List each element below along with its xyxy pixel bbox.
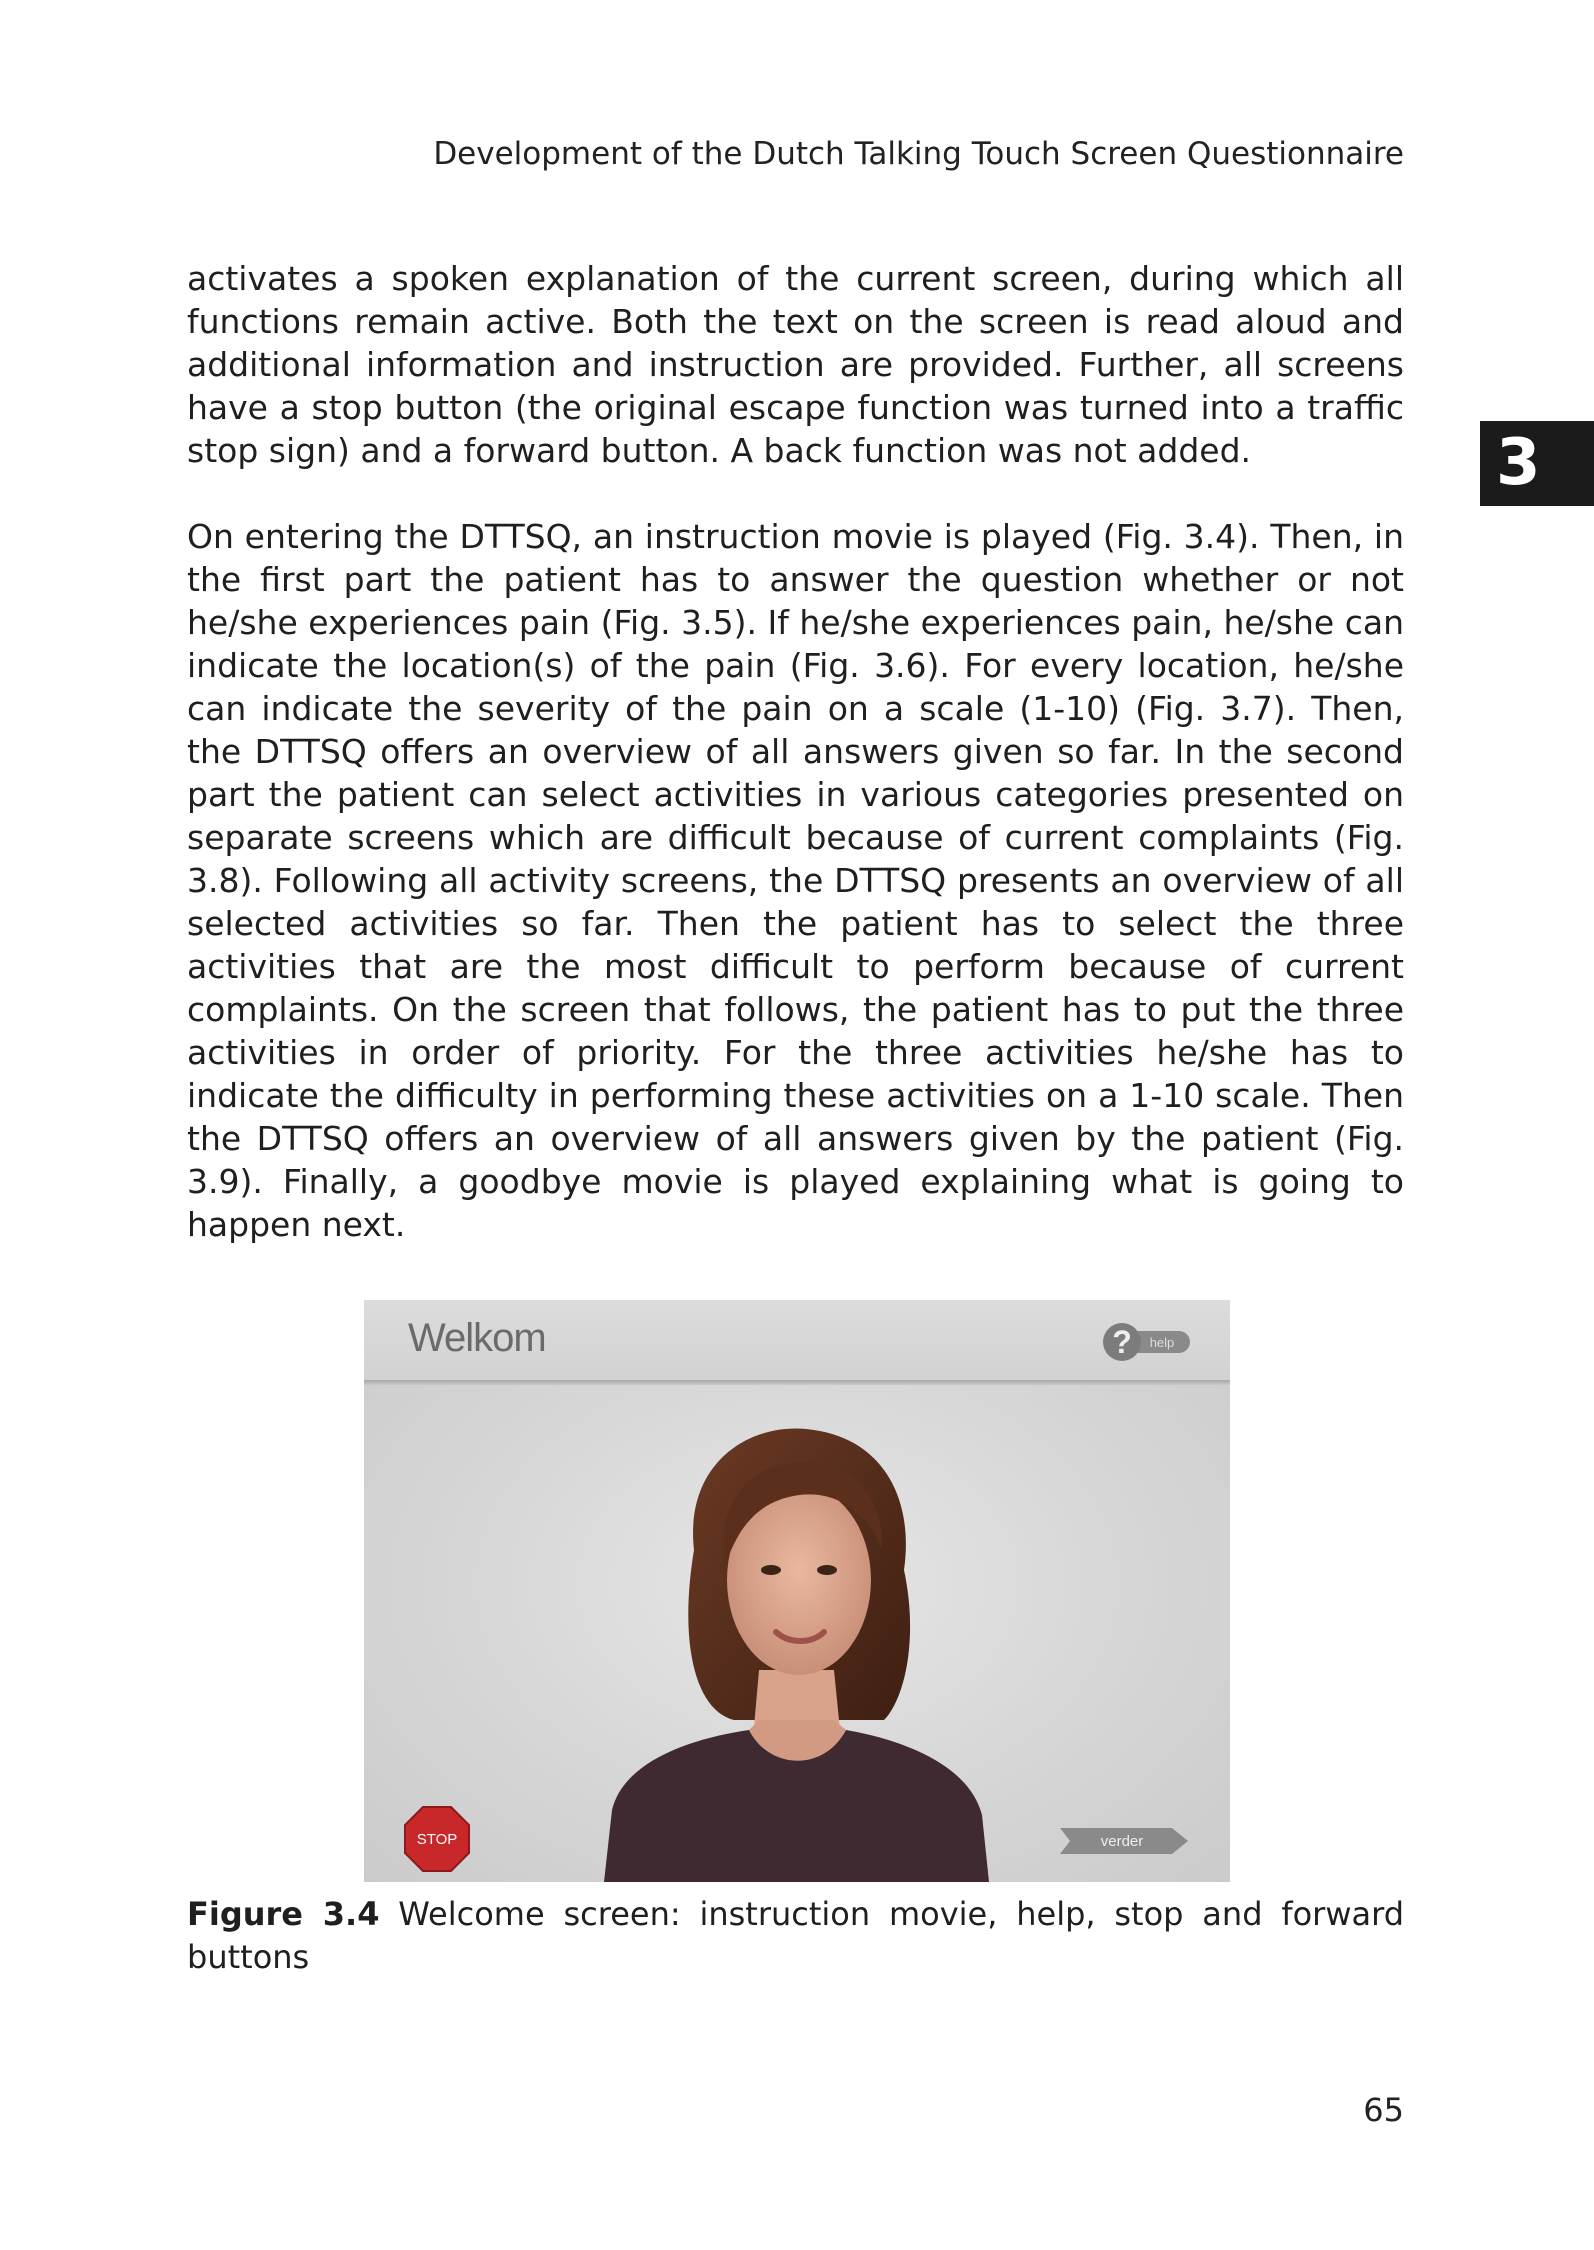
presenter-image [584, 1420, 1004, 1882]
screen-header-bar [364, 1300, 1230, 1380]
chapter-tab: 3 [1480, 421, 1594, 506]
figure-caption-text: Welcome screen: instruction movie, help, stop and forward buttons [187, 1895, 1404, 1976]
figure-label: Figure 3.4 [187, 1895, 380, 1933]
stop-button[interactable] [404, 1806, 470, 1872]
page-number: 65 [1363, 2091, 1404, 2129]
screen-title: Welkom [408, 1316, 546, 1360]
help-label: help [1149, 1335, 1175, 1350]
stop-label: STOP [416, 1831, 458, 1848]
body-paragraph-1: activates a spoken explanation of the current screen, during which all functions remain active. Both the text on the screen is read aloud and additional information and instruction are provided. Further, all screens have a stop button (the original escape function was turned into a traffic stop sign) and a forward button. A back function was not added. [187, 259, 1404, 470]
help-icon-glyph: ? [1112, 1324, 1132, 1360]
welcome-screen-figure [364, 1300, 1230, 1882]
forward-button[interactable] [1060, 1826, 1190, 1856]
figure-caption [187, 1893, 1404, 1979]
body-paragraph-2: On entering the DTTSQ, an instruction movie is played (Fig. 3.4). Then, in the first part the patient has to answer the question whether or not he/she experiences pain (Fig. 3.5). If he/she experiences pain, he/she can indicate the location(s) of the pain (Fig. 3.6). For every location, he/she can indicate the severity of the pain on a scale (1-10) (Fig. 3.7). Then, the DTTSQ offers an overview of all answers given so far. In the second part the patient can select activities in various categories presented on separate screens which are difficult because of current complaints (Fig. 3.8). Following all activity screens, the DTTSQ presents an overview of all selected activities so far. Then the patient has to select the three activities that are the most difficult to perform because of current complaints. On the screen that follows, the patient has to put the three activities in order of priority. For the three activities he/she has to indicate the difficulty in performing these activities on a 1-10 scale. Then the DTTSQ offers an overview of all answers given by the patient (Fig. 3.9). Finally, a goodbye movie is played explaining what is going to happen next. [187, 517, 1404, 1244]
running-header: Development of the Dutch Talking Touch Screen Questionnaire [433, 136, 1404, 172]
help-button[interactable] [1102, 1322, 1192, 1362]
forward-label: verder [1100, 1833, 1144, 1850]
